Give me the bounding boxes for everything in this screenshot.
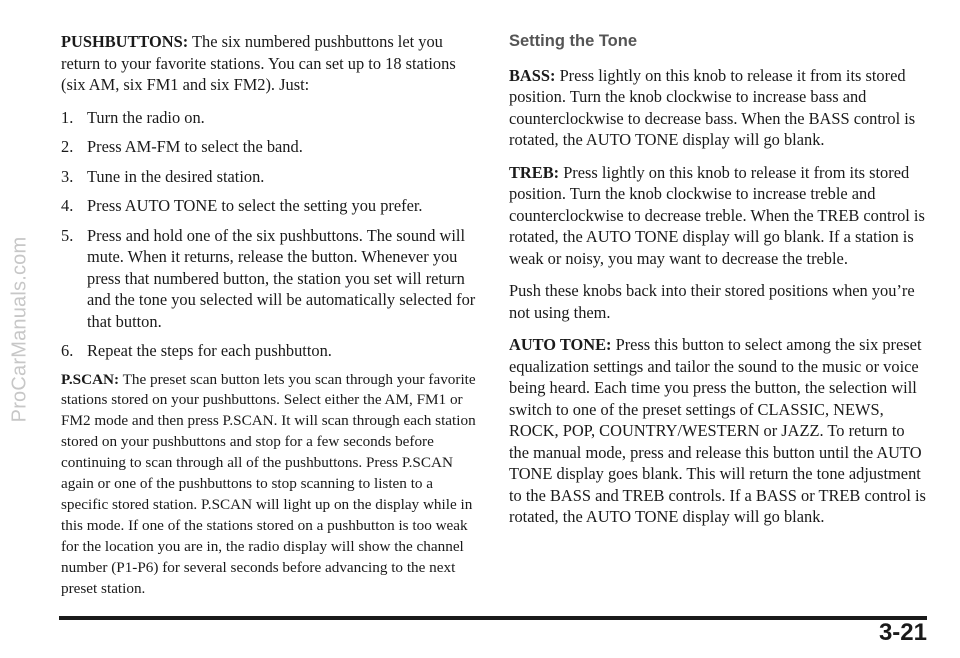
watermark [0, 0, 40, 658]
step-text: Turn the radio on. [87, 107, 205, 127]
list-item [61, 340, 481, 362]
list-item [61, 136, 481, 158]
step-number: 3. [61, 166, 74, 186]
pushbuttons-paragraph [61, 31, 481, 96]
section-heading: Setting the Tone [509, 32, 638, 50]
pscan-paragraph [61, 370, 481, 600]
bass-text: Press lightly on this knob to release it from its stored position. Turn the knob clockwise to increase bass and counterclockwise to decrease bass. When the BASS control is rotated, the AUTO TONE display will go blank. [509, 65, 916, 149]
step-number: 2. [61, 137, 74, 156]
step-text: Press and hold one of the six pushbuttons. The sound will mute. When it returns, release the button. Whenever you press that numbered button, the station you set will return and the tone you selected will be automatically selected for that button. [87, 225, 476, 331]
bass-paragraph [509, 65, 927, 151]
list-item [61, 107, 481, 129]
step-text: Tune in the desired station. [87, 166, 265, 186]
bass-lead: BASS: [509, 65, 556, 85]
auto-tone-paragraph [509, 334, 927, 528]
list-item [61, 166, 481, 188]
list-item [61, 195, 481, 217]
pscan-text: The preset scan button lets you scan through your favorite stations stored on your pushbuttons. Select either the AM, FM1 or FM2 mode and then press P.SCAN. It will scan through each station stored on your pushbuttons and stop for a few seconds before continuing to scan through all of the pushbuttons. Press P.SCAN again or one of the pushbuttons to stop scanning to listen to a specific stored station. P.SCAN will light up on the display while in this mode. If one of the stations stored on a pushbutton is too weak for the location you are in, the radio display will show the channel number (P1-P6) for several seconds before advancing to the next preset station. [61, 370, 476, 597]
auto-tone-lead: AUTO TONE: [509, 335, 612, 354]
treb-paragraph [509, 162, 927, 270]
pushbuttons-text: The six numbered pushbuttons let you return to your favorite stations. You can set up to 18 stations (six AM, six FM1 and six FM2). Just: [61, 32, 456, 94]
list-item [61, 225, 481, 333]
page-number: 3-21 [878, 619, 927, 646]
step-text: Press AM-FM to select the band. [87, 137, 303, 156]
step-text: Press AUTO TONE to select the setting you prefer. [87, 196, 423, 215]
right-column [509, 31, 927, 539]
watermark-text: ProCarManuals.com [8, 236, 31, 422]
steps-list [61, 107, 481, 362]
step-number: 4. [61, 196, 74, 215]
footer-rule [59, 616, 927, 620]
push-back-paragraph: Push these knobs back into their stored positions when you’re not using them. [509, 281, 915, 322]
step-number: 5. [61, 225, 74, 245]
step-text: Repeat the steps for each pushbutton. [87, 341, 332, 360]
treb-lead: TREB: [509, 162, 560, 182]
auto-tone-text: Press this button to select among the six preset equalization settings and tailor the sound to the music or voice being heard. Each time you press the button, the selection will switch to one of the preset settings of CLASSIC, NEWS, ROCK, POP, COUNTRY/WESTERN or JAZZ. To return to the manual mode, press and release this button until the AUTO TONE display goes blank. This will return the tone adjustment to the BASS and TREB controls. If a BASS or TREB control is rotated, the AUTO TONE display will go blank. [509, 335, 926, 526]
left-column [61, 31, 481, 610]
pushbuttons-lead: PUSHBUTTONS: [61, 32, 189, 51]
step-number: 1. [61, 107, 74, 127]
treb-text: Press lightly on this knob to release it from its stored position. Turn the knob clockwise to increase treble and counterclockwise to decrease treble. When the TREB control is rotated, the AUTO TONE display will go blank. If a station is weak or noisy, you may want to decrease the treble. [509, 162, 925, 268]
pscan-lead: P.SCAN: [61, 370, 120, 388]
step-number: 6. [61, 341, 74, 360]
